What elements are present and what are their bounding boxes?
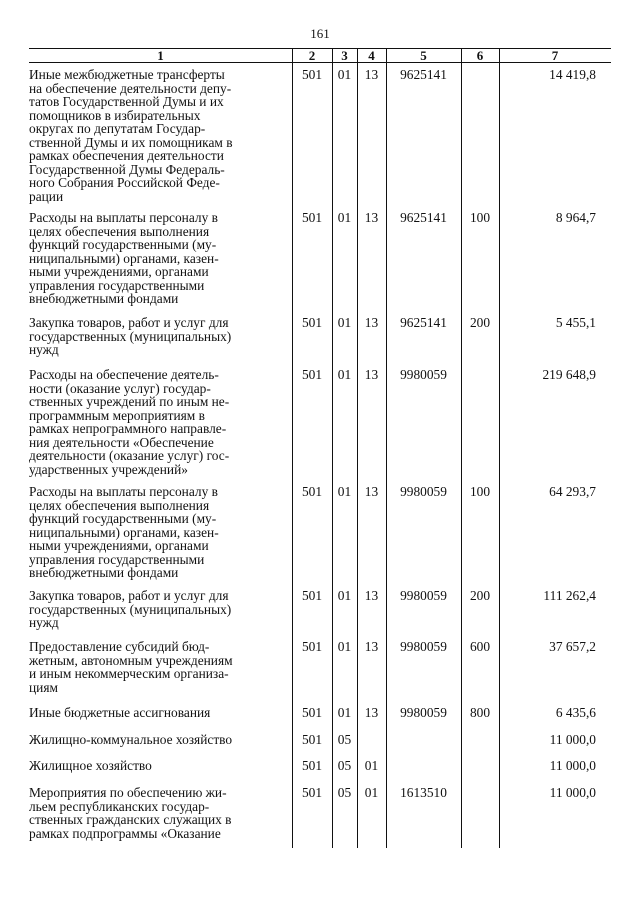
cell-code: 501 (301, 639, 323, 654)
row-name: Жилищное хозяйство (29, 758, 152, 773)
cell-section: 01 (337, 67, 352, 82)
cell-amount: 8 964,7 (555, 210, 596, 225)
column-header: 4 (368, 48, 375, 63)
row-name: Иные межбюджетные трансферты на обеспечение деятельности депу- татов Государственной Думы и их помощников в избирательных округах по депутатам Государ- ственной Думы и их помощникам в рамках обеспечения деятельности Государственной Думы Федераль- ного Собрания Российской Феде- рации (29, 67, 233, 204)
column-divider (292, 48, 293, 848)
cell-expense-type: 800 (469, 705, 491, 720)
cell-section: 01 (337, 639, 352, 654)
cell-expense-type: 200 (469, 315, 491, 330)
cell-section: 01 (337, 705, 352, 720)
row-name: Мероприятия по обеспечению жи- льем республиканских государ- ственных гражданских служащих в рамках подпрограммы «Оказание (29, 785, 232, 841)
cell-subsection: 13 (364, 639, 379, 654)
cell-section: 05 (337, 732, 352, 747)
header-bottom-rule (29, 62, 611, 63)
row-name: Иные бюджетные ассигнования (29, 705, 211, 720)
column-header: 3 (341, 48, 348, 63)
cell-subsection: 13 (364, 705, 379, 720)
cell-subsection: 01 (364, 785, 379, 800)
page-number: 161 (310, 26, 330, 41)
cell-target: 9625141 (400, 315, 447, 330)
cell-expense-type: 200 (469, 588, 491, 603)
column-header: 5 (420, 48, 427, 63)
cell-code: 501 (301, 588, 323, 603)
cell-section: 05 (337, 758, 352, 773)
cell-target: 9625141 (400, 210, 447, 225)
row-name: Расходы на выплаты персоналу в целях обеспечения выполнения функций государственными (му- ниципальными) органами, казен- ными учреждениями, органами управления государственными внебюджетными фондами (29, 210, 219, 306)
row-name: Закупка товаров, работ и услуг для государственных (муниципальных) нужд (29, 588, 232, 630)
cell-section: 01 (337, 484, 352, 499)
column-divider (499, 48, 500, 848)
cell-code: 501 (301, 785, 323, 800)
cell-section: 01 (337, 367, 352, 382)
cell-amount: 11 000,0 (549, 732, 596, 747)
column-header: 2 (308, 48, 316, 63)
cell-section: 01 (337, 315, 352, 330)
column-divider (386, 48, 387, 848)
row-name: Расходы на обеспечение деятель- ности (оказание услуг) государ- ственных учреждений по иным не- программным мероприятиям в рамках непрограммного направле- ния деятельности «Обеспечение деятельности (оказание услуг) гос- ударственных учреждений» (29, 367, 230, 477)
cell-target: 9980059 (400, 484, 447, 499)
cell-section: 01 (337, 210, 352, 225)
column-header: 6 (476, 48, 484, 63)
cell-amount: 219 648,9 (542, 367, 596, 382)
cell-section: 05 (337, 785, 352, 800)
cell-expense-type: 100 (469, 484, 491, 499)
column-divider (357, 48, 358, 848)
cell-code: 501 (301, 758, 323, 773)
cell-amount: 14 419,8 (549, 67, 596, 82)
column-header: 7 (551, 48, 559, 63)
cell-code: 501 (301, 67, 323, 82)
cell-code: 501 (301, 315, 323, 330)
row-name: Расходы на выплаты персоналу в целях обеспечения выполнения функций государственными (му- ниципальными) органами, казен- ными учреждениями, органами управления государственными внебюджетными фондами (29, 484, 219, 580)
cell-target: 9980059 (400, 588, 447, 603)
cell-subsection: 13 (364, 210, 379, 225)
cell-amount: 111 262,4 (543, 588, 596, 603)
column-header: 1 (157, 48, 164, 63)
column-divider (461, 48, 462, 848)
cell-subsection: 13 (364, 588, 379, 603)
cell-subsection: 13 (364, 484, 379, 499)
row-name: Жилищно-коммунальное хозяйство (29, 732, 233, 747)
cell-target: 9980059 (400, 639, 447, 654)
row-name: Предоставление субсидий бюд- жетным, автономным учреждениям и иным некоммерческим организа- циям (29, 639, 233, 695)
cell-amount: 11 000,0 (549, 758, 596, 773)
cell-target: 9625141 (400, 67, 447, 82)
cell-expense-type: 100 (469, 210, 491, 225)
cell-code: 501 (301, 210, 323, 225)
cell-amount: 6 435,6 (555, 705, 596, 720)
cell-code: 501 (301, 484, 323, 499)
cell-amount: 37 657,2 (549, 639, 596, 654)
cell-amount: 5 455,1 (555, 315, 596, 330)
cell-subsection: 13 (364, 367, 379, 382)
cell-section: 01 (337, 588, 352, 603)
cell-expense-type: 600 (469, 639, 491, 654)
column-divider (332, 48, 333, 848)
cell-code: 501 (301, 705, 323, 720)
cell-amount: 64 293,7 (549, 484, 596, 499)
cell-code: 501 (301, 367, 323, 382)
cell-subsection: 13 (364, 67, 379, 82)
cell-target: 9980059 (400, 705, 447, 720)
cell-code: 501 (301, 732, 323, 747)
row-name: Закупка товаров, работ и услуг для государственных (муниципальных) нужд (29, 315, 232, 357)
header-top-rule (29, 48, 611, 49)
cell-subsection: 13 (364, 315, 379, 330)
cell-target: 1613510 (400, 785, 447, 800)
cell-subsection: 01 (364, 758, 379, 773)
cell-amount: 11 000,0 (549, 785, 596, 800)
cell-target: 9980059 (400, 367, 447, 382)
